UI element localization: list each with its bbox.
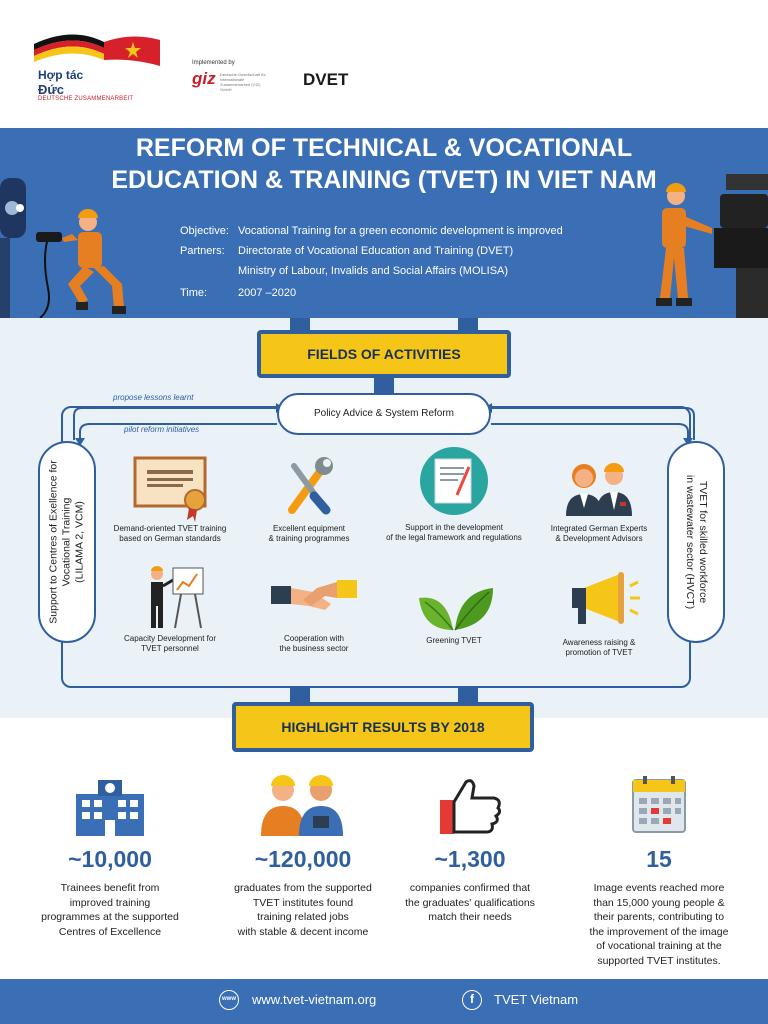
time-label: Time: [180, 287, 208, 299]
result-line: supported TVET institutes. [597, 954, 721, 967]
activity-line1: Cooperation with [283, 634, 345, 643]
objective-value: Vocational Training for a green economic development is improved [238, 225, 563, 237]
worker-drilling-icon [28, 208, 138, 318]
partners-label: Partners: [180, 245, 225, 257]
activity-line1: Integrated German Experts [550, 524, 648, 533]
result-line: their parents, contributing to [593, 911, 725, 923]
result-number: ~10,000 [68, 846, 152, 872]
giz-logo [190, 60, 280, 94]
activity-item [239, 566, 389, 654]
side-box-right [667, 441, 725, 643]
graduates-workers-icon [255, 770, 351, 838]
result-number: ~1,300 [434, 846, 506, 872]
arrow-label-propose: propose lessons learnt [113, 393, 194, 402]
worker-machine-icon [640, 168, 768, 318]
result-line: programmes at the supported [41, 911, 179, 923]
right-side-line2: in wastewater sector (HVCT) [684, 474, 696, 610]
certificate-icon [125, 452, 215, 522]
fields-heading: FIELDS OF ACTIVITIES [257, 330, 511, 378]
result-line: training related jobs [257, 911, 349, 923]
result-line: the improvement of the image [589, 925, 729, 938]
giz-mark: giz [192, 69, 216, 88]
policy-advice-box: Policy Advice & System Reform [277, 393, 491, 435]
footer [0, 979, 768, 1024]
facebook-icon: f [462, 990, 482, 1010]
time-value: 2007 –2020 [238, 287, 297, 299]
calendar-icon [619, 774, 699, 838]
tools-icon [264, 452, 354, 522]
activity-item [234, 452, 384, 544]
thumbs-up-icon [430, 774, 510, 838]
title-line1: REFORM OF TECHNICAL & VOCATIONAL [135, 134, 633, 162]
giz-implemented-by: Implemented by [192, 60, 235, 66]
trainer-board-icon [125, 562, 215, 632]
arrow-label-pilot: pilot reform initiatives [124, 425, 200, 434]
giz-small-text: Deutsche Gesellschaft für Internationale Zusammenarbeit (GIZ) GmbH [220, 72, 266, 92]
activity-line1: Excellent equipment [272, 524, 346, 533]
hoptac-line1: Hợp tác [38, 68, 84, 82]
side-box-left [38, 441, 96, 643]
globe-icon: www [219, 990, 239, 1010]
activity-item [524, 566, 674, 658]
result-line: TVET institutes found [252, 896, 354, 909]
handshake-icon [269, 566, 359, 632]
hop-tac-duc-logo [32, 28, 167, 108]
activity-line2: the business sector [279, 644, 349, 653]
flag-swoosh-icon [32, 28, 167, 68]
partners-value-1: Directorate of Vocational Education and Training (DVET) [238, 245, 514, 257]
header-band [0, 128, 768, 318]
result-item [15, 774, 205, 939]
activity-item [379, 445, 529, 543]
activity-line1: Greening TVET [426, 636, 482, 645]
highlights-heading: HIGHLIGHT RESULTS BY 2018 [232, 702, 534, 752]
hoptac-line2: Đức [38, 82, 65, 97]
activity-item [379, 572, 529, 646]
logo-strip [0, 0, 768, 128]
result-line: Trainees benefit from [60, 882, 160, 894]
result-number: ~120,000 [254, 846, 352, 872]
activity-line1: Support in the development [405, 523, 503, 532]
right-side-line1: TVET for skilled workforce [697, 480, 709, 604]
left-side-line1: Support to Centres of Exellence for [47, 460, 60, 624]
activity-line1: Awareness raising & [562, 638, 636, 647]
result-item [208, 770, 398, 939]
result-line: with stable & decent income [237, 925, 369, 938]
result-line: Centres of Excellence [58, 925, 162, 938]
result-item [564, 774, 754, 968]
document-pen-icon [409, 445, 499, 521]
activity-line2: & training programmes [268, 534, 350, 543]
hoptac-line3: DEUTSCHE ZUSAMMENARBEIT [38, 96, 134, 102]
green-leaves-icon [409, 572, 499, 634]
megaphone-icon [554, 566, 644, 636]
activity-line2: & Development Advisors [555, 534, 643, 543]
pillar [374, 378, 394, 394]
activity-line2: TVET personnel [141, 644, 199, 653]
website-link[interactable]: www.tvet-vietnam.org [252, 992, 377, 1007]
result-line: match their needs [428, 911, 512, 923]
activity-item [95, 562, 245, 654]
title-line2: EDUCATION & TRAINING (TVET) IN VIET NAM [111, 166, 657, 194]
activity-line2: of the legal framework and regulations [386, 533, 522, 542]
result-line: improved training [69, 896, 151, 909]
result-line: companies confirmed that [409, 882, 531, 894]
result-item [375, 774, 565, 925]
left-side-line3: (LILAMA 2, VCM) [73, 501, 86, 583]
left-side-line2: Vocational Training [60, 497, 73, 587]
result-line: than 15,000 young people & [593, 896, 725, 909]
result-line: of vocational training at the [596, 940, 722, 952]
activity-line2: based on German standards [119, 534, 221, 543]
activity-item [524, 452, 674, 544]
objective-label: Objective: [180, 225, 229, 237]
activity-line2: promotion of TVET [565, 648, 633, 657]
facebook-link[interactable]: TVET Vietnam [494, 992, 579, 1007]
activity-line1: Capacity Development for [123, 634, 217, 643]
result-line: Image events reached more [593, 882, 725, 894]
activity-line1: Demand-oriented TVET training [113, 524, 227, 533]
activity-item [95, 452, 245, 544]
partners-value-2: Ministry of Labour, Invalids and Social Affairs (MOLISA) [238, 265, 509, 277]
experts-icon [554, 452, 644, 522]
dvet-logo: DVET [303, 70, 349, 89]
result-number: 15 [646, 846, 672, 872]
school-building-icon [70, 774, 150, 838]
result-line: the graduates' qualifications [405, 896, 535, 909]
result-line: graduates from the supported [234, 882, 372, 894]
